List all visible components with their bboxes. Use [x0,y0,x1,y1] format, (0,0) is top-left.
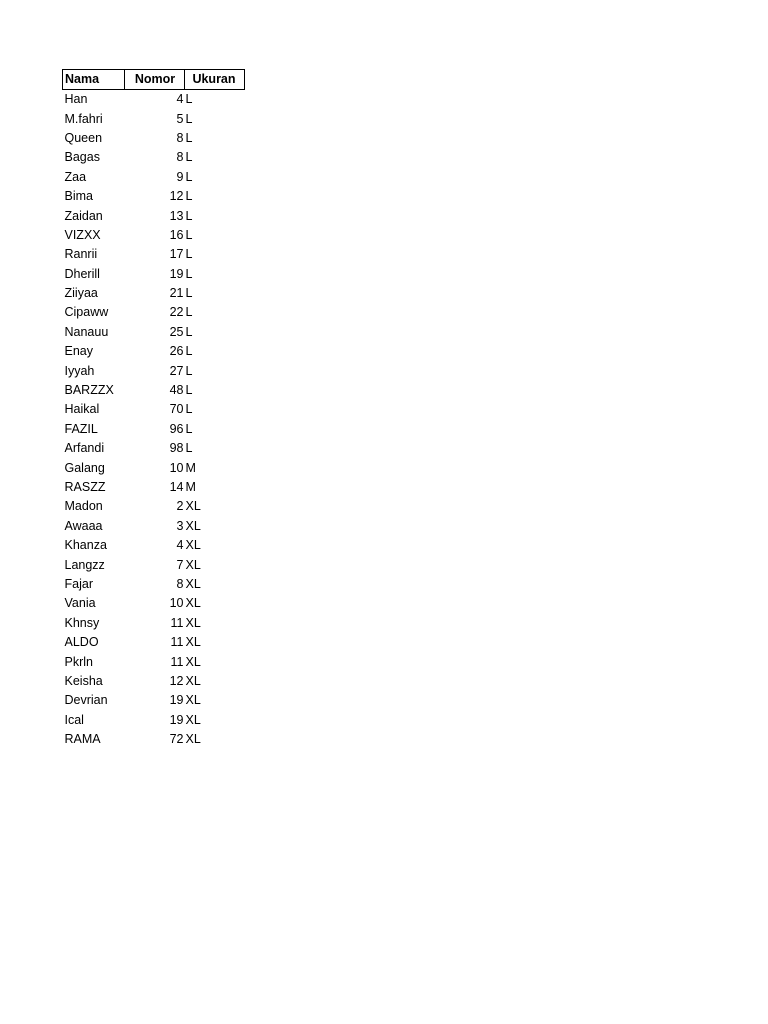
cell-ukuran: L [185,130,193,145]
table-row [63,206,245,225]
cell-nama: Fajar [64,576,93,591]
cell-nomor: 12 [169,189,184,204]
table-row [63,303,245,322]
table-row [63,226,245,245]
cell-nomor: 8 [176,130,184,145]
cell-nama: Bagas [64,150,100,165]
cell-nomor: 11 [170,615,184,630]
cell-nama: FAZIL [64,421,98,436]
table-row [63,478,245,497]
table-row [63,90,245,110]
cell-nomor: 3 [176,518,184,533]
cell-nama: Langzz [64,557,105,572]
cell-nomor: 7 [176,557,184,572]
cell-nama: Enay [64,344,93,359]
cell-ukuran: XL [185,673,201,688]
cell-ukuran: XL [185,576,201,591]
header-row [63,70,245,90]
header-nama: Nama [63,70,125,90]
cell-nama: Vania [64,596,96,611]
cell-ukuran: XL [185,615,201,630]
cell-nomor: 22 [169,305,184,320]
cell-nomor: 21 [169,286,184,301]
table-row [63,575,245,594]
cell-nomor: 48 [169,383,184,398]
cell-ukuran: M [185,460,196,475]
table-row [63,342,245,361]
cell-ukuran: XL [185,732,201,747]
cell-nomor: 10 [169,460,184,475]
cell-ukuran: XL [185,499,201,514]
table-row [63,614,245,633]
cell-ukuran: L [185,111,193,126]
table-row [63,555,245,574]
cell-nama: RASZZ [64,480,106,494]
cell-nomor: 9 [176,169,184,184]
jersey-size-table [62,69,245,749]
cell-nama: Iyyah [64,363,95,378]
cell-ukuran: XL [185,596,201,611]
table-row [63,381,245,400]
cell-nomor: 5 [176,111,184,126]
cell-nomor: 8 [176,576,184,591]
table-row [63,633,245,652]
cell-nomor: 2 [176,499,184,514]
table-row [63,711,245,730]
cell-nomor: 19 [169,266,184,281]
cell-nomor: 4 [176,538,184,553]
cell-ukuran: L [185,227,193,242]
table-row [63,439,245,458]
table-row [63,245,245,264]
cell-nama: Khnsy [64,615,100,630]
table-row [63,265,245,284]
table-row [63,400,245,419]
cell-nomor: 16 [169,227,184,242]
cell-ukuran: L [185,305,193,320]
table-row [63,148,245,167]
table-row [63,323,245,342]
table-row [63,672,245,691]
cell-nomor: 17 [169,247,184,262]
spreadsheet-page [62,69,245,749]
cell-ukuran: M [185,480,196,494]
table-row [63,361,245,380]
cell-nama: Madon [64,499,103,514]
cell-ukuran: L [185,247,193,262]
cell-nomor: 27 [169,363,184,378]
cell-nama: VIZXX [64,227,101,242]
cell-ukuran: L [185,441,193,456]
cell-nama: Devrian [64,693,108,708]
cell-nama: Arfandi [64,441,105,456]
cell-ukuran: L [185,286,193,301]
table-row [63,187,245,206]
cell-ukuran: L [185,208,193,223]
cell-ukuran: XL [185,693,201,708]
cell-nomor: 10 [169,596,184,611]
cell-ukuran: L [185,363,193,378]
cell-ukuran: XL [185,712,201,727]
cell-nama: M.fahri [64,111,103,126]
cell-nama: Nanauu [64,324,109,339]
table-row [63,517,245,536]
cell-ukuran: XL [185,654,201,669]
cell-nomor: 98 [169,441,184,456]
cell-nomor: 19 [169,693,184,708]
cell-ukuran: L [185,402,193,417]
cell-nama: Awaaa [64,518,103,533]
cell-nama: Zaidan [64,208,103,223]
cell-nama: Queen [64,130,103,145]
cell-ukuran: XL [185,557,201,572]
cell-ukuran: L [185,383,193,398]
table-row [63,109,245,128]
table-row [63,594,245,613]
cell-nama: Galang [64,460,105,475]
table-row [63,168,245,187]
cell-nomor: 14 [169,480,184,494]
cell-nomor: 72 [169,732,184,747]
cell-nama: Zaa [64,169,87,184]
cell-nama: Dherill [64,266,100,281]
cell-nama: Cipaww [64,305,109,320]
table-row [63,652,245,671]
table-row [63,497,245,516]
table-row [63,536,245,555]
cell-ukuran: L [185,421,193,436]
cell-nomor: 4 [176,92,184,107]
cell-ukuran: XL [185,518,201,533]
cell-ukuran: L [185,266,193,281]
table-row [63,458,245,477]
cell-nama: Haikal [64,402,100,417]
cell-nama: Bima [64,189,93,204]
cell-ukuran: L [185,169,193,184]
cell-ukuran: L [185,189,193,204]
cell-nomor: 11 [170,635,184,650]
cell-ukuran: XL [185,538,201,553]
cell-nomor: 96 [169,421,184,436]
table-row [63,730,245,749]
cell-nama: Khanza [64,538,107,553]
cell-nomor: 25 [169,324,184,339]
cell-ukuran: L [185,92,193,107]
cell-nama: Ranrii [64,247,98,262]
cell-nomor: 11 [170,654,184,669]
cell-ukuran: XL [185,635,201,650]
header-ukuran: Ukuran [185,70,245,90]
cell-ukuran: L [185,150,193,165]
cell-ukuran: L [185,324,193,339]
table-body [63,90,245,750]
table-row [63,129,245,148]
cell-nomor: 12 [169,673,184,688]
cell-nomor: 19 [169,712,184,727]
table-row [63,691,245,710]
cell-nomor: 70 [169,402,184,417]
cell-nomor: 13 [169,208,184,223]
cell-nama: Pkrln [64,654,93,669]
table-row [63,284,245,303]
cell-nomor: 8 [176,150,184,165]
table-row [63,420,245,439]
cell-nama: Ziiyaa [64,286,98,301]
cell-nama: Keisha [64,673,103,688]
cell-nama: Ical [64,712,84,727]
cell-nama: RAMA [64,732,101,747]
header-nomor: Nomor [125,70,185,90]
cell-nama: Han [64,92,88,107]
cell-nomor: 26 [169,344,184,359]
cell-nama: ALDO [64,635,99,650]
cell-ukuran: L [185,344,193,359]
cell-nama: BARZZX [64,383,114,398]
